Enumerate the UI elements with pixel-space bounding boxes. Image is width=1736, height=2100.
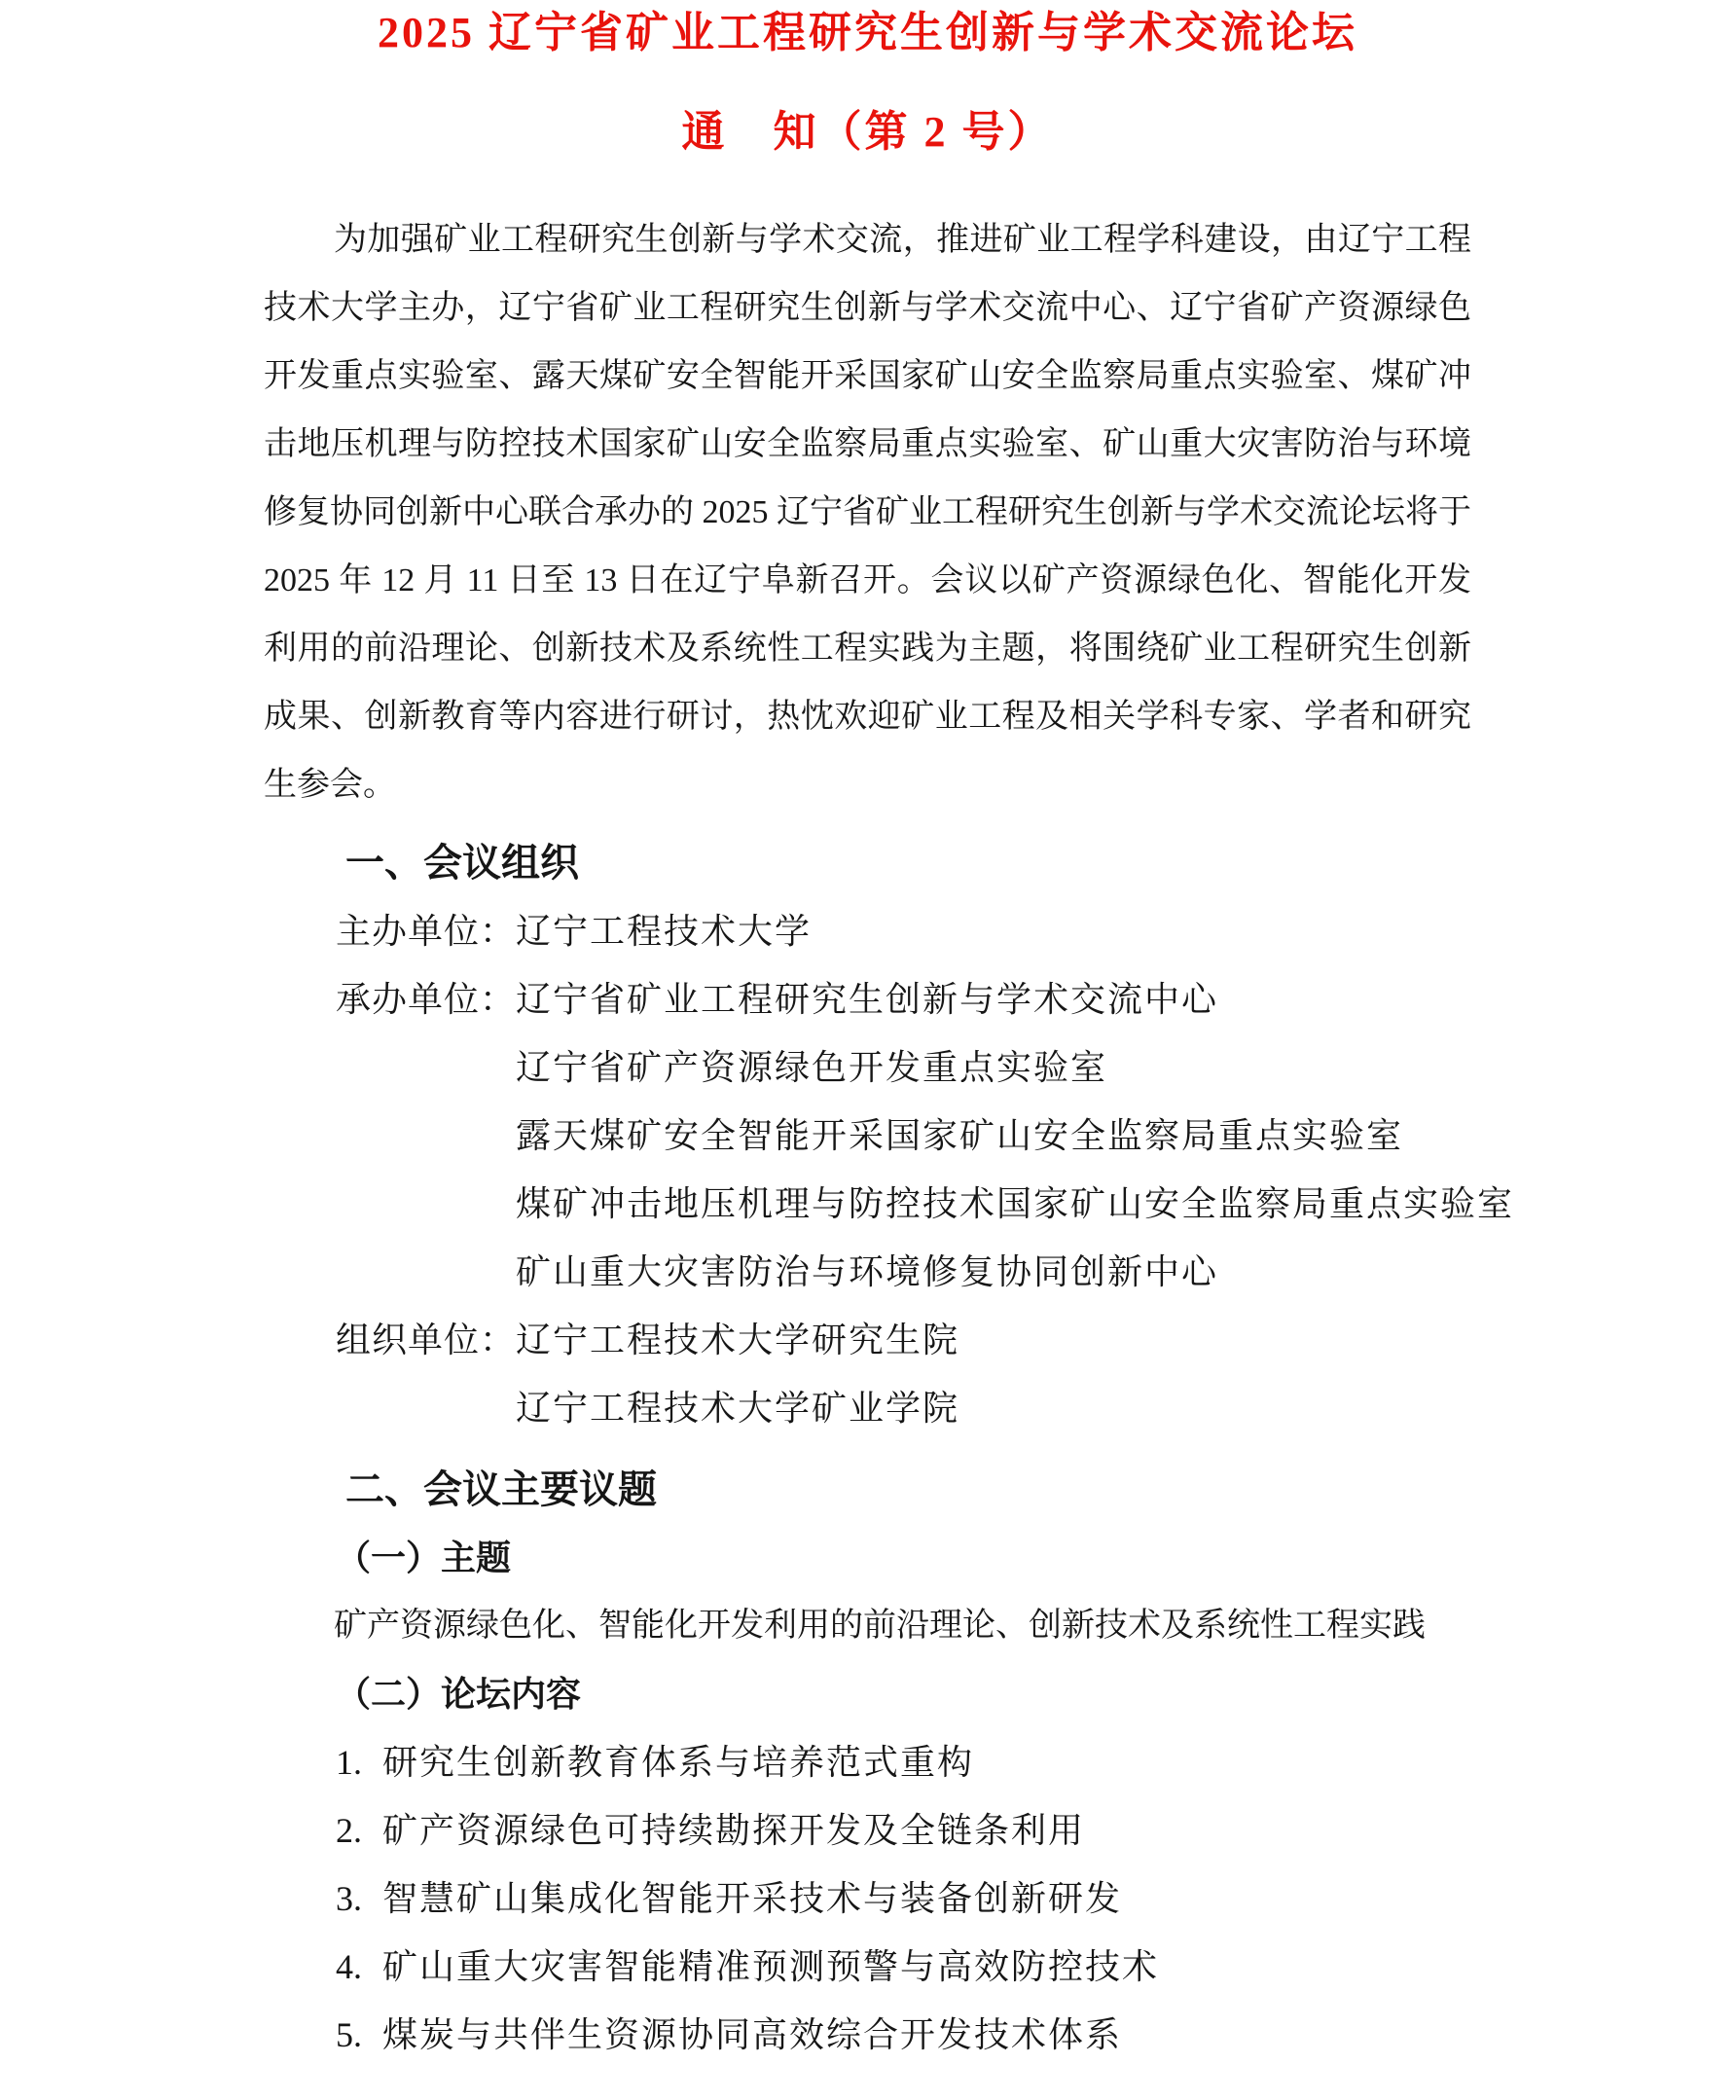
topic-item-text: 矿产资源绿色可持续勘探开发及全链条利用 (382, 1811, 1086, 1850)
topic-item-number: 3. (336, 1879, 362, 1918)
section-heading-1-organization: 一、会议组织 (345, 841, 579, 885)
subsection-heading-theme: （一）主题 (336, 1539, 512, 1577)
forum-topic-item (264, 1728, 1471, 1796)
topic-item-text: 煤炭与共伴生资源协同高效综合开发技术体系 (382, 2015, 1123, 2054)
topic-item-number: 2. (336, 1811, 362, 1850)
organizer-unit-row (264, 965, 1515, 1306)
topic-item-text: 矿山重大灾害智能精准预测预警与高效防控技术 (382, 1947, 1160, 1986)
coordinator-unit-label: 组织单位： (336, 1321, 517, 1359)
organizer-unit-item: 煤矿冲击地压机理与防控技术国家矿山安全监察局重点实验室 (516, 1184, 1515, 1223)
intro-paragraph: 为加强矿业工程研究生创新与学术交流，推进矿业工程学科建设，由辽宁工程技术大学主办，辽宁省矿业工程研究生创新与学术交流中心、辽宁省矿产资源绿色开发重点实验室、露天煤矿安全智能开采国家矿山安全监察局重点实验室、煤矿冲击地压机理与防控技术国家矿山安全监察局重点实验室、矿山重大灾害防治与环境修复协同创新中心联合承办的 2025 辽宁省矿业工程研究生创新与学术交流论坛将于 2025 年 12 月 11 日至 13 日在辽宁阜新召开。会议以矿产资源绿色化、智能化开发利用的前沿理论、创新技术及系统性工程实践为主题，将围绕矿业工程研究生创新成果、创新教育等内容进行研讨，热忱欢迎矿业工程及相关学科专家、学者和研究生参会。 (264, 222, 1471, 803)
forum-topic-item (264, 2001, 1471, 2069)
topic-item-text: 研究生创新教育体系与培养范式重构 (382, 1743, 975, 1782)
document-subtitle-notice-number: 通 知（第 2 号） (681, 108, 1054, 156)
theme-paragraph: 矿产资源绿色化、智能化开发利用的前沿理论、创新技术及系统性工程实践 (334, 1608, 1426, 1644)
forum-topic-item (264, 1796, 1471, 1865)
host-unit-value: 辽宁工程技术大学 (516, 912, 813, 951)
organizer-unit-values (516, 965, 1514, 1306)
coordinator-unit-item: 辽宁工程技术大学研究生院 (516, 1321, 960, 1359)
topic-item-number: 1. (336, 1743, 362, 1782)
forum-topic-item (264, 1865, 1471, 1933)
topic-item-number: 5. (336, 2015, 362, 2054)
topic-item-number: 4. (336, 1947, 362, 1986)
coordinator-unit-row (264, 1306, 1471, 1442)
coordinator-unit-item: 辽宁工程技术大学矿业学院 (516, 1389, 960, 1428)
organizer-unit-item: 矿山重大灾害防治与环境修复协同创新中心 (516, 1252, 1219, 1291)
forum-topic-list (264, 1728, 1471, 2069)
forum-topic-item (264, 1933, 1471, 2001)
organizer-unit-label: 承办单位： (336, 980, 517, 1019)
host-unit-row (264, 897, 1471, 965)
organizer-unit-item: 辽宁省矿业工程研究生创新与学术交流中心 (516, 980, 1219, 1019)
document-title: 2025 辽宁省矿业工程研究生创新与学术交流论坛 (378, 9, 1357, 56)
organizer-unit-item: 辽宁省矿产资源绿色开发重点实验室 (516, 1048, 1108, 1087)
section-heading-2-main-topics: 二、会议主要议题 (345, 1467, 657, 1511)
host-unit-label: 主办单位： (336, 912, 517, 951)
topic-item-text: 智慧矿山集成化智能开采技术与装备创新研发 (382, 1879, 1123, 1918)
host-unit-values (516, 897, 1471, 965)
coordinator-unit-values (516, 1306, 1471, 1442)
subsection-heading-forum-content: （二）论坛内容 (336, 1675, 582, 1714)
organizer-unit-item: 露天煤矿安全智能开采国家矿山安全监察局重点实验室 (516, 1116, 1404, 1155)
